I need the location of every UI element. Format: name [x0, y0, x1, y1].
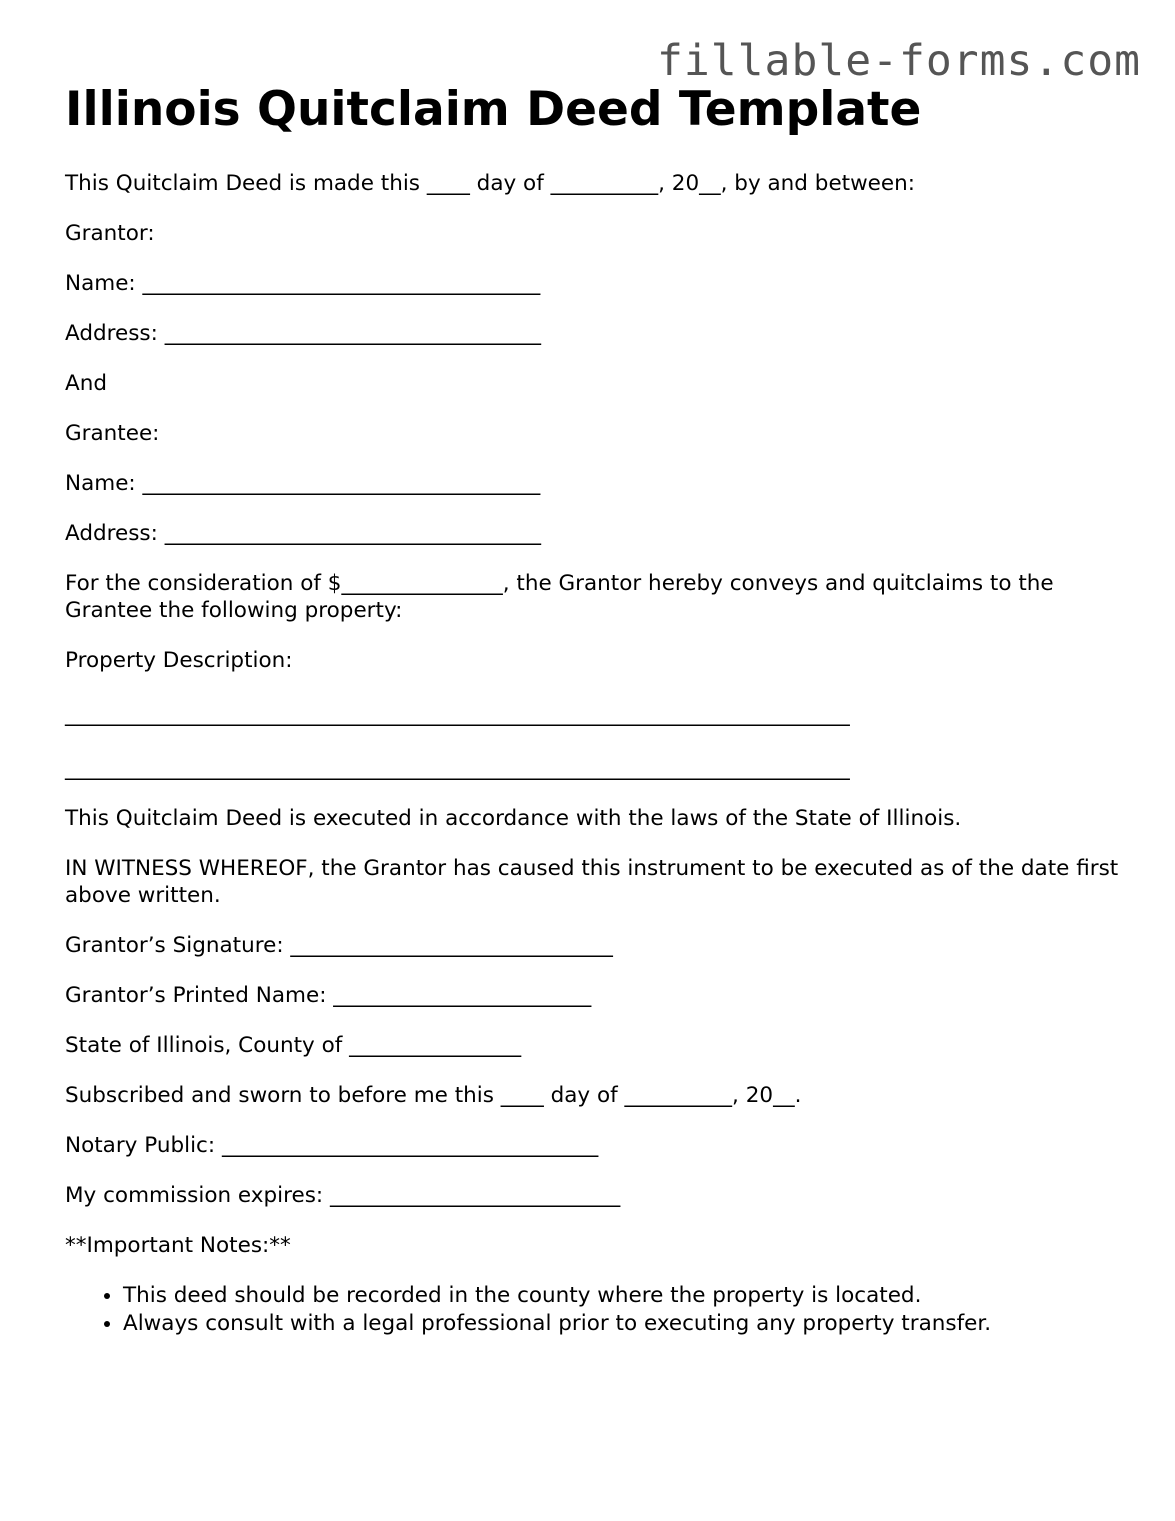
list-item: • This deed should be recorded in the county where the property is located.: [123, 1282, 1125, 1310]
list-item: • Always consult with a legal professional prior to executing any property transfer.: [123, 1310, 1125, 1338]
sworn-line: Subscribed and sworn to before me this ____ day of __________, 20__.: [65, 1083, 802, 1108]
document-body: [65, 82, 1125, 1338]
grantor-printed-name-field: Grantor’s Printed Name: ________________________: [65, 983, 592, 1008]
important-notes-heading: **Important Notes:**: [65, 1233, 291, 1258]
county-field: State of Illinois, County of ________________: [65, 1033, 522, 1058]
grantor-heading: Grantor:: [65, 221, 155, 246]
grantee-address-field: Address: ___________________________________: [65, 521, 541, 546]
commission-expires-field: My commission expires: ___________________________: [65, 1183, 621, 1208]
watermark-text: fillable-forms.com: [657, 36, 1141, 86]
witness-paragraph: IN WITNESS WHEREOF, the Grantor has caused this instrument to be executed as of the date first above written.: [65, 856, 1119, 908]
grantee-heading: Grantee:: [65, 421, 160, 446]
grantor-signature-field: Grantor’s Signature: ______________________________: [65, 933, 613, 958]
notary-public-field: Notary Public: ___________________________________: [65, 1133, 599, 1158]
consideration-paragraph: For the consideration of $_______________, the Grantor hereby conveys and quitclaims to the Grantee the following property:: [65, 571, 1054, 623]
law-statement: This Quitclaim Deed is executed in accordance with the laws of the State of Illinois.: [65, 806, 962, 831]
grantor-name-field: Name: _____________________________________: [65, 271, 541, 296]
grantor-address-field: Address: ___________________________________: [65, 321, 541, 346]
property-description-heading: Property Description:: [65, 648, 293, 673]
intro-line: This Quitclaim Deed is made this ____ day of __________, 20__, by and between:: [65, 171, 916, 196]
and-conjunction: And: [65, 371, 107, 396]
grantee-name-field: Name: _____________________________________: [65, 471, 541, 496]
important-notes-list: [65, 1282, 1125, 1338]
property-description-line-2: _________________________________________________________________________: [65, 756, 850, 781]
property-description-line-1: _________________________________________________________________________: [65, 702, 850, 727]
page-title: Illinois Quitclaim Deed Template: [65, 82, 922, 137]
